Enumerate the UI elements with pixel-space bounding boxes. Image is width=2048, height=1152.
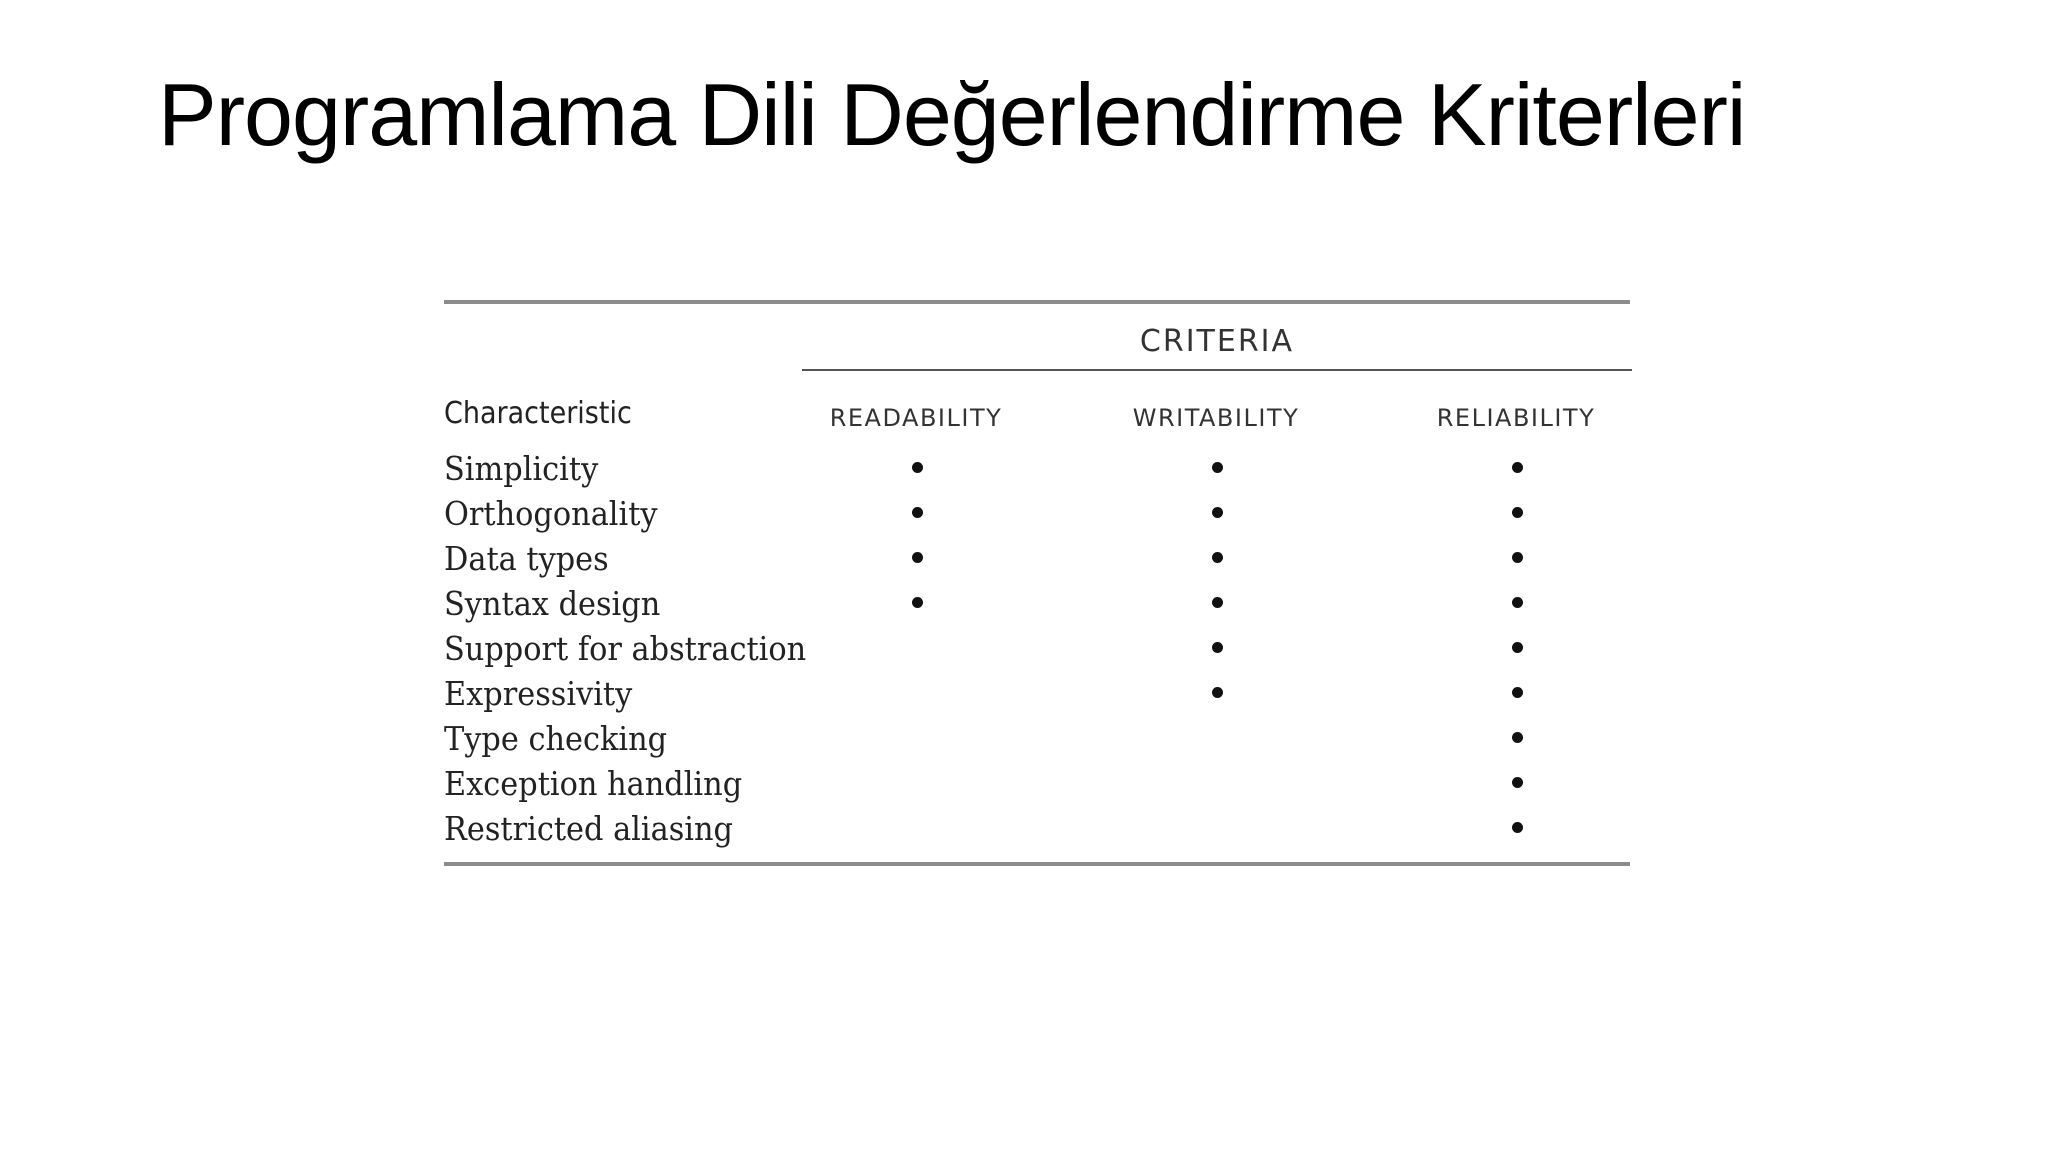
row-label: Data types [444, 539, 609, 578]
cell-writability [1066, 626, 1366, 671]
cell-reliability [1366, 581, 1666, 626]
bullet-dot-icon [1512, 732, 1523, 743]
bullet-dot-icon [1512, 597, 1523, 608]
table-top-rule [444, 300, 1630, 304]
column-heading-writability: WRITABILITY [1132, 404, 1300, 432]
bullet-dot-icon [1512, 507, 1523, 518]
bullet-dot-icon [1212, 462, 1223, 473]
bullet-dot-icon [1212, 597, 1223, 608]
table-bottom-rule [444, 862, 1630, 866]
bullet-dot-icon [1212, 507, 1223, 518]
table-row [444, 626, 1630, 671]
bullet-dot-icon [1512, 642, 1523, 653]
row-label: Expressivity [444, 674, 633, 713]
table-row [444, 491, 1630, 536]
bullet-dot-icon [912, 507, 923, 518]
table-row [444, 716, 1630, 761]
cell-readability [766, 671, 1066, 716]
cell-reliability [1366, 626, 1666, 671]
row-label: Simplicity [444, 449, 599, 488]
criteria-table [444, 300, 1630, 866]
column-heading-reliability: RELIABILITY [1436, 404, 1596, 432]
bullet-dot-icon [1512, 552, 1523, 563]
table-row [444, 761, 1630, 806]
cell-readability [766, 806, 1066, 851]
row-label: Type checking [444, 719, 668, 758]
cell-writability [1066, 491, 1366, 536]
cell-readability [766, 536, 1066, 581]
cell-writability [1066, 761, 1366, 806]
bullet-dot-icon [912, 597, 923, 608]
cell-writability [1066, 536, 1366, 581]
cell-writability [1066, 671, 1366, 716]
cell-reliability [1366, 536, 1666, 581]
row-label: Support for abstraction [444, 629, 807, 668]
row-label: Orthogonality [444, 494, 658, 533]
row-label: Exception handling [444, 764, 743, 803]
cell-reliability [1366, 716, 1666, 761]
cell-reliability [1366, 671, 1666, 716]
cell-readability [766, 716, 1066, 761]
cell-reliability [1366, 446, 1666, 491]
cell-reliability [1366, 806, 1666, 851]
cell-reliability [1366, 491, 1666, 536]
criteria-heading: CRITERIA [1139, 324, 1295, 359]
cell-writability [1066, 716, 1366, 761]
table-body [444, 446, 1630, 851]
bullet-dot-icon [912, 462, 923, 473]
cell-writability [1066, 446, 1366, 491]
cell-readability [766, 581, 1066, 626]
bullet-dot-icon [1512, 777, 1523, 788]
bullet-dot-icon [1212, 687, 1223, 698]
bullet-dot-icon [1212, 552, 1223, 563]
table-row [444, 536, 1630, 581]
table-row [444, 671, 1630, 716]
table-row [444, 806, 1630, 851]
cell-readability [766, 761, 1066, 806]
bullet-dot-icon [1212, 642, 1223, 653]
bullet-dot-icon [912, 552, 923, 563]
cell-reliability [1366, 761, 1666, 806]
cell-readability [766, 446, 1066, 491]
slide-title: Programlama Dili Değerlendirme Kriterleri [158, 65, 1746, 164]
bullet-dot-icon [1512, 687, 1523, 698]
characteristic-heading: Characteristic [444, 396, 632, 431]
cell-writability [1066, 806, 1366, 851]
row-label: Syntax design [444, 584, 661, 623]
bullet-dot-icon [1512, 462, 1523, 473]
column-heading-readability: READABILITY [829, 404, 1003, 432]
table-row [444, 581, 1630, 626]
table-row [444, 446, 1630, 491]
cell-readability [766, 491, 1066, 536]
row-label: Restricted aliasing [444, 809, 733, 848]
bullet-dot-icon [1512, 822, 1523, 833]
cell-readability [766, 626, 1066, 671]
criteria-rule [802, 369, 1632, 371]
cell-writability [1066, 581, 1366, 626]
